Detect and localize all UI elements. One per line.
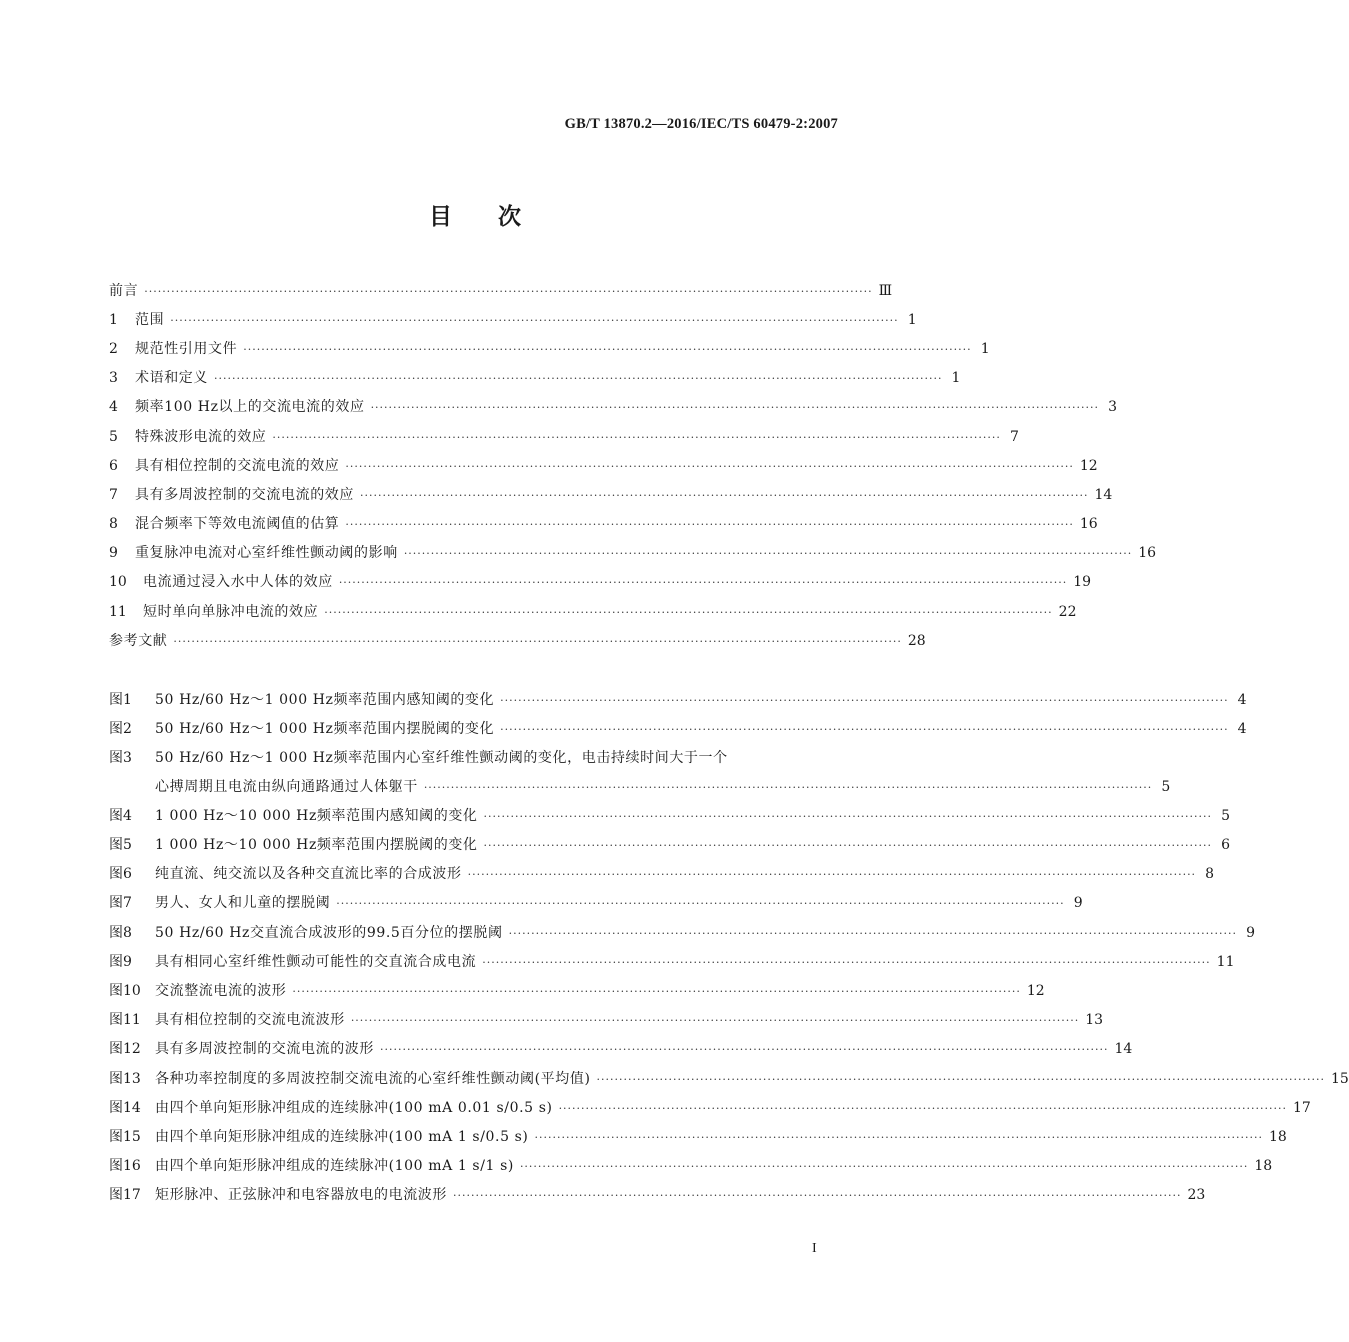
dot-leader (380, 1043, 1108, 1056)
toc-figure-entry[interactable] (109, 1097, 1311, 1119)
entry-title: 频率100 Hz以上的交流电流的效应 (135, 399, 365, 415)
document-code: GB/T 13870.2—2016/IEC/TS 60479-2:2007 (564, 116, 838, 132)
entry-number: 图16 (109, 1158, 141, 1174)
entry-number: 图1 (109, 692, 132, 708)
toc-chapter-entry[interactable] (109, 367, 961, 389)
toc-chapter-entry[interactable] (109, 426, 1019, 448)
entry-number: 图2 (109, 721, 132, 737)
dot-leader (424, 781, 1152, 794)
entry-page-number: 1 (907, 312, 917, 328)
toc-figure-entry[interactable] (109, 892, 1083, 914)
entry-title: 50 Hz/60 Hz～1 000 Hz频率范围内感知阈的变化 (155, 692, 495, 708)
entry-title: 男人、女人和儿童的摆脱阈 (155, 895, 331, 911)
entry-title: 特殊波形电流的效应 (135, 429, 267, 445)
entry-number: 图13 (109, 1071, 141, 1087)
entry-title: 心搏周期且电流由纵向通路通过人体躯干 (155, 779, 418, 795)
dot-leader (484, 810, 1212, 823)
dot-leader (272, 431, 1000, 444)
entry-page-number: 14 (1114, 1041, 1133, 1057)
entry-page-number: 13 (1085, 1012, 1104, 1028)
entry-page-number: 28 (907, 633, 926, 649)
entry-title: 范围 (135, 312, 165, 328)
entry-number: 2 (109, 341, 118, 357)
entry-page-number: 5 (1161, 779, 1171, 795)
toc-chapter-entry[interactable] (109, 309, 917, 331)
dot-leader (339, 576, 1067, 589)
dot-leader (597, 1073, 1325, 1086)
entry-page-number: 15 (1330, 1071, 1349, 1087)
entry-page-number: Ⅲ (878, 283, 893, 299)
entry-page-number: 4 (1237, 721, 1247, 737)
entry-page-number: 4 (1237, 692, 1247, 708)
entry-page-number: 7 (1009, 429, 1019, 445)
entry-title: 电流通过浸入水中人体的效应 (143, 574, 333, 590)
dot-leader (360, 489, 1088, 502)
entry-title: 由四个单向矩形脉冲组成的连续脉冲(100 mA 1 s/1 s) (155, 1158, 514, 1174)
entry-title: 50 Hz/60 Hz交直流合成波形的99.5百分位的摆脱阈 (155, 925, 503, 941)
entry-page-number: 18 (1268, 1129, 1287, 1145)
toc-chapter-entry[interactable] (109, 513, 1098, 535)
entry-number: 图7 (109, 895, 132, 911)
toc-figure-entry[interactable] (109, 1184, 1206, 1206)
entry-title: 具有多周波控制的交流电流的波形 (155, 1041, 374, 1057)
dot-leader (173, 635, 901, 648)
entry-page-number: 19 (1073, 574, 1092, 590)
entry-title: 具有相同心室纤维性颤动可能性的交直流合成电流 (155, 954, 477, 970)
entry-title: 纯直流、纯交流以及各种交直流比率的合成波形 (155, 866, 462, 882)
entry-number: 图3 (109, 750, 132, 766)
entry-title: 各种功率控制度的多周波控制交流电流的心室纤维性颤动阈(平均值) (155, 1071, 591, 1087)
entry-page-number: 3 (1108, 399, 1118, 415)
dot-leader (500, 723, 1228, 736)
toc-chapter-entry[interactable] (109, 542, 1157, 564)
toc-figure-entry[interactable] (109, 689, 1247, 711)
toc-chapter-entry[interactable] (109, 484, 1113, 506)
dot-leader (500, 694, 1228, 707)
entry-number: 8 (109, 516, 118, 532)
dot-leader (404, 547, 1132, 560)
dot-leader (243, 343, 971, 356)
dot-leader (520, 1160, 1248, 1173)
toc-figure-entry[interactable] (109, 922, 1256, 944)
toc-figure-entry[interactable] (109, 1155, 1273, 1177)
entry-page-number: 9 (1073, 895, 1083, 911)
toc-figure-entry[interactable] (109, 1038, 1133, 1060)
toc-chapter-entry[interactable] (109, 338, 990, 360)
dot-leader (484, 839, 1212, 852)
entry-number: 图11 (109, 1012, 141, 1028)
toc-figure-entry[interactable] (109, 1009, 1104, 1031)
toc-figure-entry[interactable] (109, 834, 1230, 856)
entry-number: 图10 (109, 983, 141, 999)
entry-number: 图8 (109, 925, 132, 941)
entry-page-number: 1 (951, 370, 961, 386)
toc-figure-entry[interactable] (109, 863, 1215, 885)
entry-page-number: 18 (1254, 1158, 1273, 1174)
entry-number: 图5 (109, 837, 132, 853)
entry-number: 7 (109, 487, 118, 503)
entry-number: 图15 (109, 1129, 141, 1145)
dot-leader (509, 927, 1237, 940)
entry-number: 10 (109, 574, 127, 590)
page-number: I (812, 1241, 817, 1256)
entry-title: 矩形脉冲、正弦脉冲和电容器放电的电流波形 (155, 1187, 447, 1203)
entry-page-number: 6 (1221, 837, 1230, 853)
entry-page-number: 16 (1138, 545, 1157, 561)
entry-number: 图12 (109, 1041, 141, 1057)
toc-chapter-entry[interactable] (109, 455, 1098, 477)
toc-chapter-entry[interactable] (109, 280, 893, 302)
dot-leader (345, 518, 1073, 531)
dot-leader (351, 1014, 1079, 1027)
dot-leader (292, 985, 1020, 998)
entry-page-number: 22 (1058, 604, 1077, 620)
dot-leader (468, 868, 1196, 881)
entry-number: 9 (109, 545, 118, 561)
entry-page-number: 14 (1094, 487, 1113, 503)
entry-title: 由四个单向矩形脉冲组成的连续脉冲(100 mA 0.01 s/0.5 s) (155, 1100, 553, 1116)
entry-page-number: 16 (1079, 516, 1098, 532)
toc-figure-entry[interactable] (109, 805, 1230, 827)
entry-title: 重复脉冲电流对心室纤维性颤动阈的影响 (135, 545, 398, 561)
dot-leader (345, 460, 1073, 473)
toc-figure-entry[interactable] (109, 718, 1247, 740)
entry-title: 具有相位控制的交流电流的效应 (135, 458, 340, 474)
entry-title: 参考文献 (109, 633, 168, 649)
toc-figure-entry[interactable] (109, 1126, 1287, 1148)
entry-title: 1 000 Hz～10 000 Hz频率范围内感知阈的变化 (155, 808, 478, 824)
entry-number: 图14 (109, 1100, 141, 1116)
entry-title: 具有多周波控制的交流电流的效应 (135, 487, 354, 503)
entry-page-number: 12 (1026, 983, 1045, 999)
dot-leader (214, 372, 942, 385)
entry-page-number: 9 (1246, 925, 1256, 941)
entry-page-number: 1 (980, 341, 990, 357)
dot-leader (482, 956, 1210, 969)
toc-figure-entry[interactable] (109, 776, 1171, 798)
entry-number: 5 (109, 429, 118, 445)
entry-number: 11 (109, 604, 127, 620)
entry-title: 术语和定义 (135, 370, 208, 386)
toc-figure-entry[interactable] (109, 951, 1235, 973)
entry-number: 图9 (109, 954, 132, 970)
dot-leader (336, 897, 1064, 910)
dot-leader (324, 606, 1052, 619)
entry-title: 短时单向单脉冲电流的效应 (143, 604, 319, 620)
toc-chapter-entry[interactable] (109, 601, 1077, 623)
entry-title: 交流整流电流的波形 (155, 983, 287, 999)
toc-figure-entry[interactable] (109, 747, 840, 769)
entry-title: 规范性引用文件 (135, 341, 238, 357)
entry-page-number: 11 (1216, 954, 1235, 970)
dot-leader (453, 1189, 1181, 1202)
entry-title: 由四个单向矩形脉冲组成的连续脉冲(100 mA 1 s/0.5 s) (155, 1129, 529, 1145)
toc-chapter-entry[interactable] (109, 630, 926, 652)
toc-chapter-entry[interactable] (109, 571, 1092, 593)
entry-number: 4 (109, 399, 118, 415)
dot-leader (371, 401, 1099, 414)
entry-number: 图6 (109, 866, 132, 882)
entry-number: 3 (109, 370, 118, 386)
toc-figure-entry[interactable] (109, 1068, 1349, 1090)
entry-title: 50 Hz/60 Hz～1 000 Hz频率范围内心室纤维性颤动阈的变化，电击持续时间大于一个 (155, 750, 728, 766)
page-title: 目次 (429, 204, 567, 230)
entry-page-number: 17 (1293, 1100, 1311, 1116)
dot-leader (535, 1131, 1263, 1144)
toc-figure-entry[interactable] (109, 980, 1045, 1002)
entry-title: 1 000 Hz～10 000 Hz频率范围内摆脱阈的变化 (155, 837, 478, 853)
entry-page-number: 23 (1187, 1187, 1206, 1203)
entry-title: 50 Hz/60 Hz～1 000 Hz频率范围内摆脱阈的变化 (155, 721, 495, 737)
entry-page-number: 5 (1221, 808, 1230, 824)
entry-page-number: 12 (1079, 458, 1098, 474)
entry-number: 图4 (109, 808, 132, 824)
entry-title: 混合频率下等效电流阈值的估算 (135, 516, 340, 532)
entry-number: 图17 (109, 1187, 141, 1203)
dot-leader (170, 314, 898, 327)
entry-page-number: 8 (1205, 866, 1215, 882)
dot-leader (559, 1102, 1287, 1115)
entry-title: 前言 (109, 283, 139, 299)
toc-chapter-entry[interactable] (109, 396, 1118, 418)
dot-leader (144, 285, 872, 298)
entry-number: 6 (109, 458, 118, 474)
entry-number: 1 (109, 312, 118, 328)
entry-title: 具有相位控制的交流电流波形 (155, 1012, 345, 1028)
